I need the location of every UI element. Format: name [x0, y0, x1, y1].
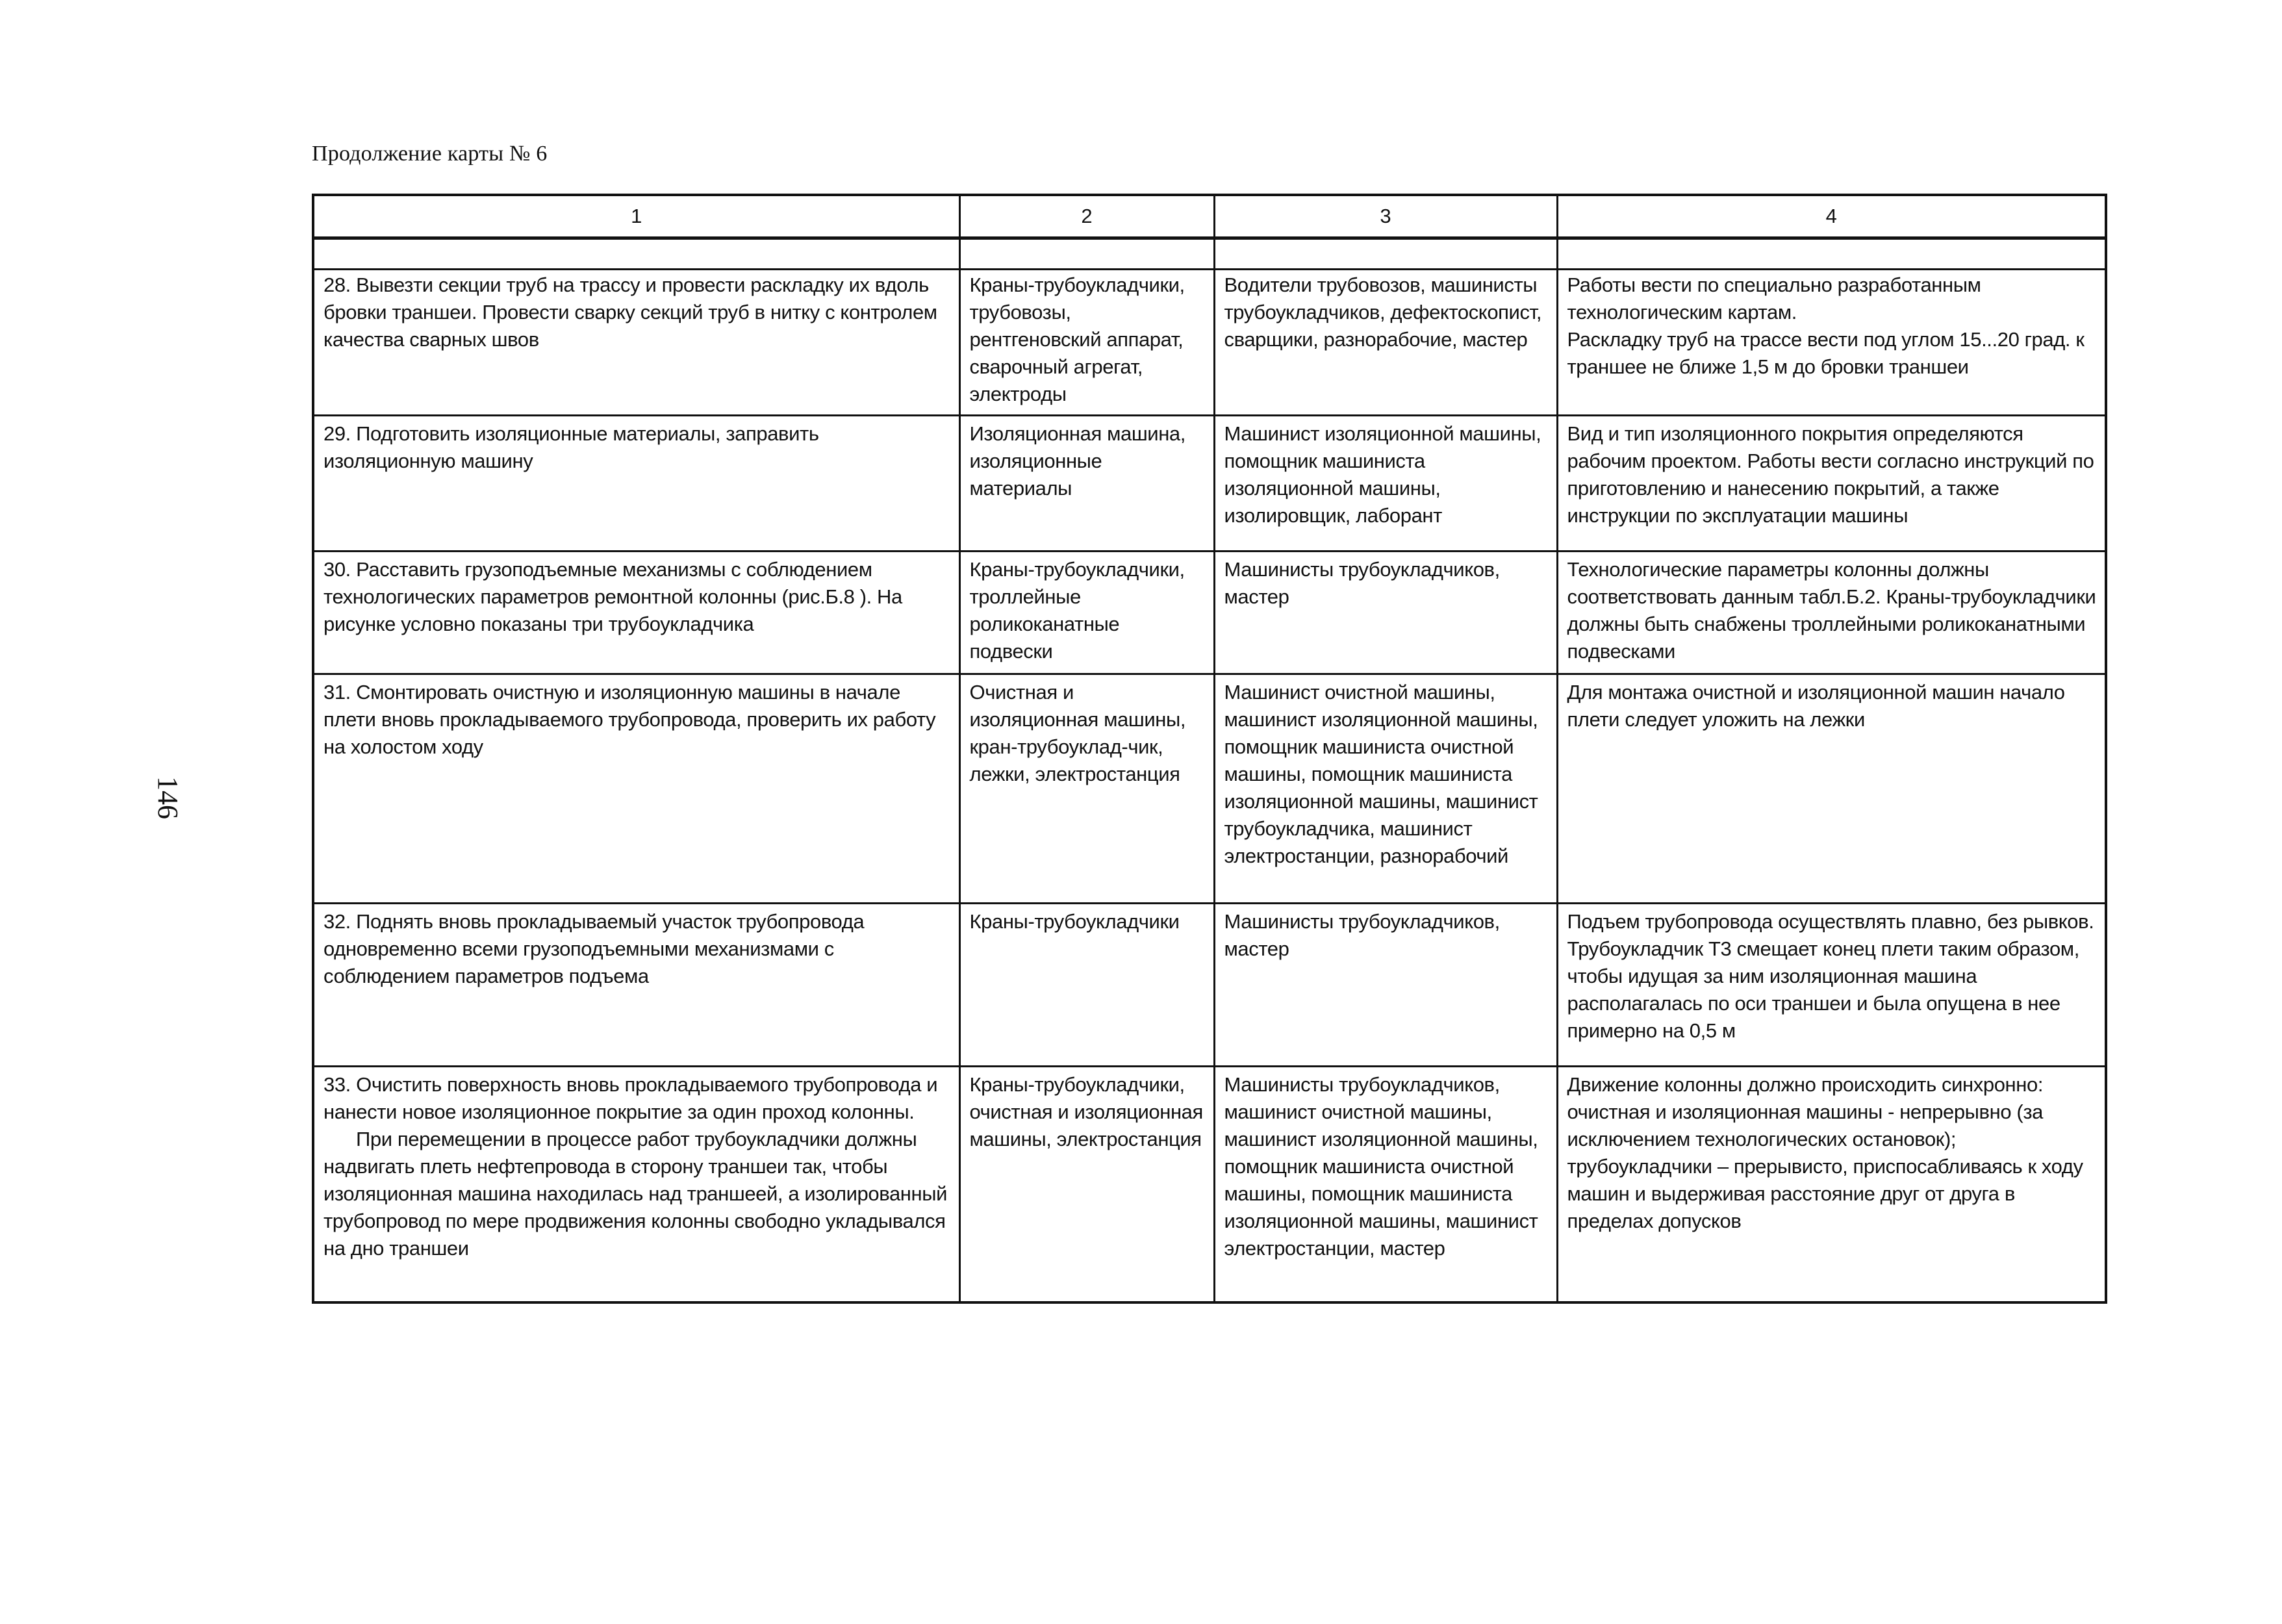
equipment-cell: Краны-трубоукладчики — [959, 904, 1214, 1067]
operation-cell: 30. Расставить грузоподъемные механизмы с соблюдением технологических параметров ремонтной колонны (рис.Б.8 ). На рисунке условно показаны три трубоукладчика — [313, 552, 959, 674]
header-row — [313, 195, 2106, 238]
operation-text: 33. Очистить поверхность вновь прокладываемого трубопровода и нанести новое изоляционное покрытие за один проход колонны. — [323, 1073, 938, 1123]
equipment-cell: Изоляционная машина, изоляционные материалы — [959, 416, 1214, 552]
page-number: 146 — [152, 776, 184, 819]
notes-cell — [1557, 270, 2106, 416]
technology-card-table — [312, 194, 2107, 1304]
column-header-1: 1 — [313, 195, 959, 238]
spacer-row — [313, 238, 2106, 270]
table-row — [313, 552, 2106, 674]
column-header-4: 4 — [1557, 195, 2106, 238]
notes-text: Работы вести по специально разработанным технологическим картам. — [1567, 273, 1981, 324]
operation-cell: 29. Подготовить изоляционные материалы, заправить изоляционную машину — [313, 416, 959, 552]
table-row — [313, 904, 2106, 1067]
personnel-cell: Машинист очистной машины, машинист изоляционной машины, помощник машиниста очистной машины, помощник машиниста изоляционной машины, машинист трубоукладчика, машинист электростанции, разнорабочий — [1214, 674, 1557, 904]
table-row — [313, 270, 2106, 416]
notes-extra-text: Раскладку труб на трассе вести под углом 15...20 град. к траншее не ближе 1,5 м до бровки траншеи — [1567, 328, 2085, 378]
table-row — [313, 416, 2106, 552]
personnel-cell: Машинист изоляционной машины, помощник машиниста изоляционной машины, изолировщик, лаборант — [1214, 416, 1557, 552]
card-caption: Продолжение карты № 6 — [312, 142, 548, 166]
equipment-cell: Краны-трубоукладчики, троллейные роликоканатные подвески — [959, 552, 1214, 674]
notes-cell: Технологические параметры колонны должны соответствовать данным табл.Б.2. Краны-трубоукладчики должны быть снабжены троллейными роликоканатными подвесками — [1557, 552, 2106, 674]
equipment-cell: Очистная и изоляционная машины, кран-трубоуклад-чик, лежки, электростанция — [959, 674, 1214, 904]
equipment-cell: Краны-трубоукладчики, трубовозы, рентгеновский аппарат, сварочный агрегат, электроды — [959, 270, 1214, 416]
operation-cell: 31. Смонтировать очистную и изоляционную машины в начале плети вновь прокладываемого трубопровода, проверить их работу на холостом ходу — [313, 674, 959, 904]
operation-extra-text: При перемещении в процессе работ трубоукладчики должны надвигать плеть нефтепровода в сторону траншеи так, чтобы изоляционная машина находилась над траншеей, а изолированный трубопровод по мере продвижения колонны свободно укладывался на дно траншеи — [323, 1128, 948, 1260]
notes-cell: Вид и тип изоляционного покрытия определяются рабочим проектом. Работы вести согласно инструкций по приготовлению и нанесению покрытий, а также инструкции по эксплуатации машины — [1557, 416, 2106, 552]
personnel-cell: Машинисты трубоукладчиков, машинист очистной машины, машинист изоляционной машины, помощник машиниста очистной машины, помощник машиниста изоляционной машины, машинист электростанции, мастер — [1214, 1067, 1557, 1303]
notes-cell: Для монтажа очистной и изоляционной машин начало плети следует уложить на лежки — [1557, 674, 2106, 904]
operation-cell — [313, 1067, 959, 1303]
equipment-cell: Краны-трубоукладчики, очистная и изоляционная машины, электростанция — [959, 1067, 1214, 1303]
notes-cell: Подъем трубопровода осуществлять плавно, без рывков. Трубоукладчик Т3 смещает конец плети таким образом, чтобы идущая за ним изоляционная машина располагалась по оси траншеи и была опущена в нее примерно на 0,5 м — [1557, 904, 2106, 1067]
operation-cell: 32. Поднять вновь прокладываемый участок трубопровода одновременно всеми грузоподъемными механизмами с соблюдением параметров подъема — [313, 904, 959, 1067]
operation-cell: 28. Вывезти секции труб на трассу и провести раскладку их вдоль бровки траншеи. Провести сварку секций труб в нитку с контролем качества сварных швов — [313, 270, 959, 416]
column-header-3: 3 — [1214, 195, 1557, 238]
personnel-cell: Водители трубовозов, машинисты трубоукладчиков, дефектоскопист, сварщики, разнорабочие, мастер — [1214, 270, 1557, 416]
column-header-2: 2 — [959, 195, 1214, 238]
personnel-cell: Машинисты трубоукладчиков, мастер — [1214, 552, 1557, 674]
table-row — [313, 1067, 2106, 1303]
table-row — [313, 674, 2106, 904]
notes-cell: Движение колонны должно происходить синхронно: очистная и изоляционная машины - непрерывно (за исключением технологических остановок); трубоукладчики – прерывисто, приспосабливаясь к ходу машин и выдерживая расстояние друг от друга в пределах допусков — [1557, 1067, 2106, 1303]
personnel-cell: Машинисты трубоукладчиков, мастер — [1214, 904, 1557, 1067]
